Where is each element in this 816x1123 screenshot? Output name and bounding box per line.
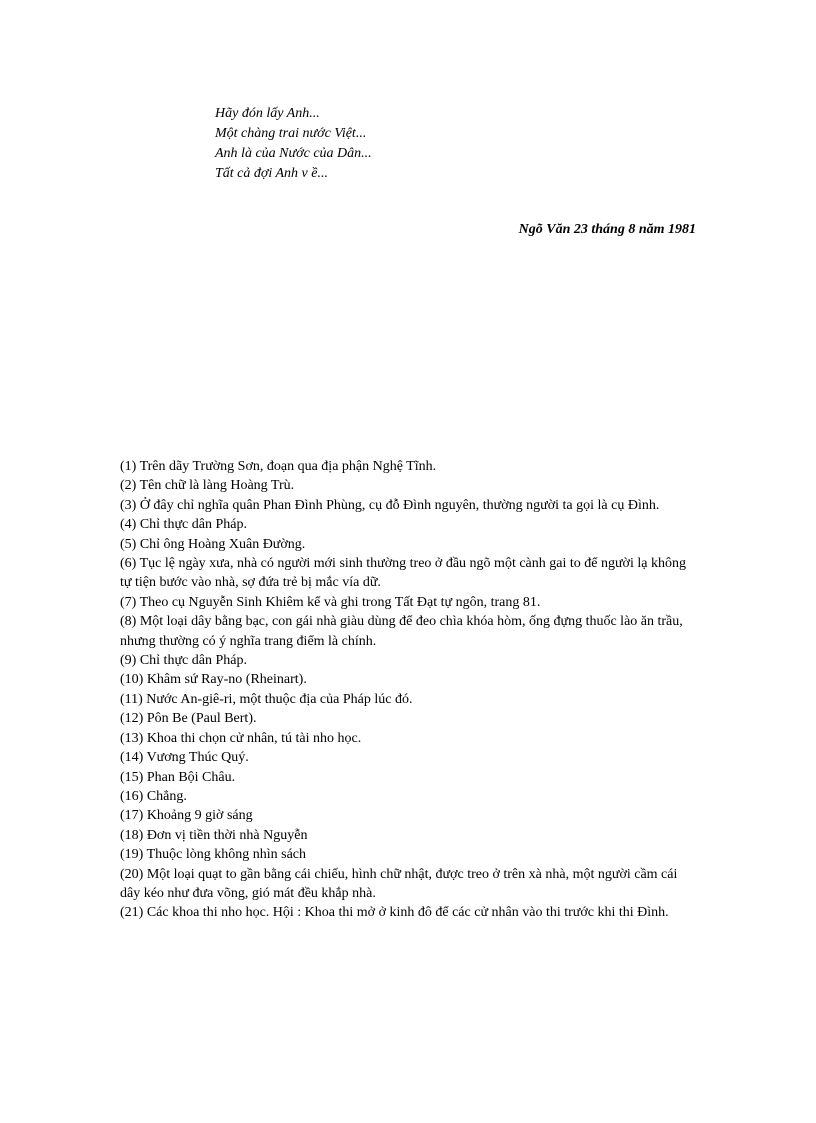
- footnote: (10) Khâm sứ Ray-no (Rheinart).: [120, 672, 307, 688]
- footnote: (9) Chỉ thực dân Pháp.: [120, 653, 247, 669]
- poem-stanza: [215, 104, 372, 184]
- poem-line: Hãy đón lấy Anh...: [215, 106, 320, 121]
- poem-line: Một chàng trai nước Việt...: [215, 126, 367, 141]
- footnote: (17) Khoảng 9 giờ sáng: [120, 808, 253, 824]
- footnote: (3) Ở đây chỉ nghĩa quân Phan Đình Phùng, cụ đỗ Đình nguyên, thường người ta gọi là cụ Đình.: [120, 497, 660, 513]
- footnote: (14) Vương Thúc Quý.: [120, 750, 249, 766]
- footnote: (2) Tên chữ là làng Hoàng Trù.: [120, 478, 295, 494]
- footnote: (12) Pôn Be (Paul Bert).: [120, 711, 257, 727]
- footnote: (1) Trên dãy Trường Sơn, đoạn qua địa phận Nghệ Tĩnh.: [120, 459, 437, 474]
- footnote: (5) Chỉ ông Hoàng Xuân Đường.: [120, 536, 306, 552]
- footnote: (11) Nước An-giê-ri, một thuộc địa của Pháp lúc đó.: [120, 691, 413, 707]
- footnote: (18) Đơn vị tiền thời nhà Nguyễn: [120, 827, 308, 843]
- footnote: (8) Một loại dây bằng bạc, con gái nhà giàu dùng để đeo chìa khóa hòm, ống đựng thuốc lào ăn trầu, nhưng thường có ý nghĩa trang điểm là chính.: [120, 614, 683, 649]
- poem-line: Anh là của Nước của Dân...: [215, 146, 372, 161]
- footnote: (4) Chỉ thực dân Pháp.: [120, 517, 247, 533]
- signature-date: Ngõ Văn 23 tháng 8 năm 1981: [518, 222, 696, 237]
- footnote: (13) Khoa thi chọn cử nhân, tú tài nho học.: [120, 730, 362, 746]
- footnotes-list: [120, 457, 690, 923]
- footnote: (19) Thuộc lòng không nhìn sách: [120, 847, 306, 863]
- footnote: (20) Một loại quạt to gần bằng cái chiếu, hình chữ nhật, được treo ở trên xà nhà, một người cầm cái dây kéo như đưa võng, gió mát đều khắp nhà.: [120, 866, 678, 901]
- footnote: (6) Tục lệ ngày xưa, nhà có người mới sinh thường treo ở đầu ngõ một cành gai to để người lạ không tự tiện bước vào nhà, sợ đứa trẻ bị mắc vía dữ.: [120, 556, 686, 591]
- footnote: (21) Các khoa thi nho học. Hội : Khoa thi mở ở kinh đô để các cử nhân vào thi trước khi thi Đình.: [120, 905, 669, 921]
- poem-line: Tất cả đợi Anh v ề...: [215, 166, 328, 181]
- footnote: (7) Theo cụ Nguyễn Sinh Khiêm kể và ghi trong Tất Đạt tự ngôn, trang 81.: [120, 594, 541, 610]
- footnote: (16) Chẳng.: [120, 788, 187, 804]
- footnote: (15) Phan Bội Châu.: [120, 769, 236, 785]
